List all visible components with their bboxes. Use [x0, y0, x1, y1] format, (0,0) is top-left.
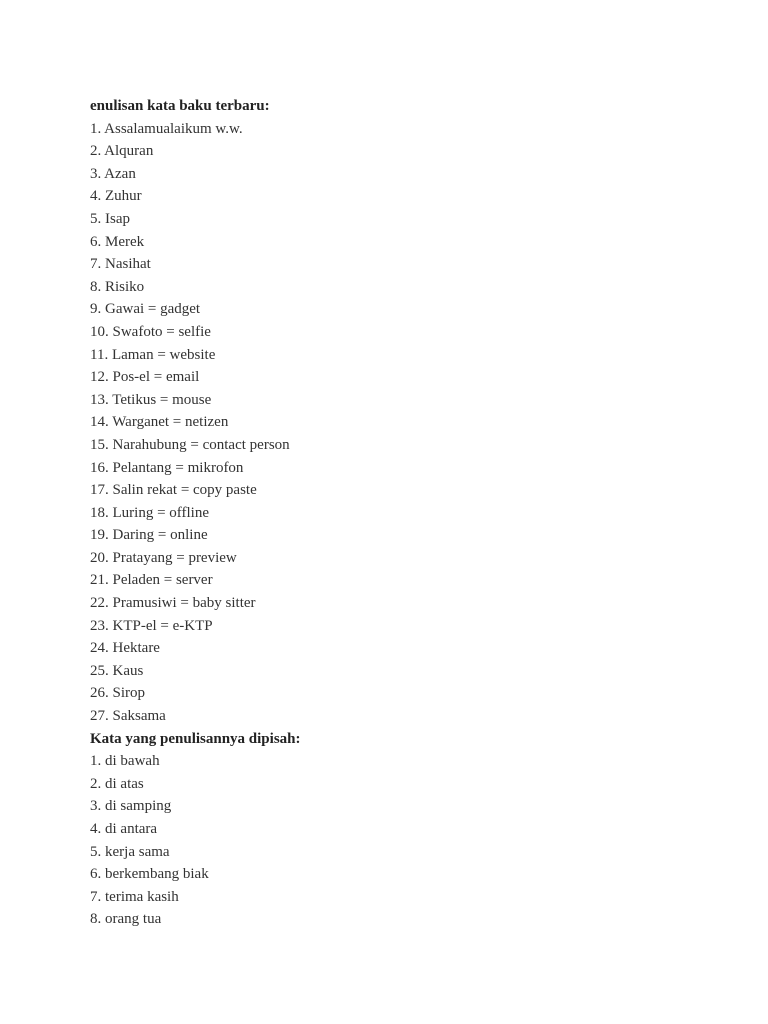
list-item: 5. Isap: [90, 210, 130, 227]
word-list: [90, 118, 730, 728]
list-item: 19. Daring = online: [90, 527, 208, 544]
list-item: 1. Assalamualaikum w.w.: [90, 120, 243, 137]
list-item: 10. Swafoto = selfie: [90, 323, 211, 340]
list-item: 2. di atas: [90, 775, 144, 792]
list-item: 14. Warganet = netizen: [90, 414, 229, 431]
list-item: 6. Merek: [90, 233, 145, 250]
list-item: 20. Pratayang = preview: [90, 549, 237, 566]
list-item: 25. Kaus: [90, 662, 144, 679]
list-item: 18. Luring = offline: [90, 504, 209, 521]
section-kata-dipisah: [90, 728, 730, 931]
list-item: 16. Pelantang = mikrofon: [90, 459, 244, 476]
list-item: 2. Alquran: [90, 143, 154, 160]
list-item: 8. Risiko: [90, 278, 145, 295]
list-item: 8. orang tua: [90, 911, 162, 928]
section-heading: Kata yang penulisannya dipisah:: [90, 730, 301, 747]
list-item: 24. Hektare: [90, 640, 160, 657]
list-item: 5. kerja sama: [90, 843, 170, 860]
list-item: 27. Saksama: [90, 708, 166, 725]
list-item: 17. Salin rekat = copy paste: [90, 482, 257, 499]
list-item: 11. Laman = website: [90, 346, 216, 363]
list-item: 4. di antara: [90, 821, 158, 837]
section-kata-baku: [90, 95, 730, 728]
list-item: 26. Sirop: [90, 685, 146, 702]
list-item: 21. Peladen = server: [90, 572, 213, 589]
list-item: 23. KTP-el = e-KTP: [90, 617, 213, 634]
word-list: [90, 750, 730, 931]
list-item: 3. Azan: [90, 165, 136, 182]
list-item: 1. di bawah: [90, 753, 160, 770]
list-item: 4. Zuhur: [90, 188, 142, 205]
list-item: 9. Gawai = gadget: [90, 301, 201, 318]
section-heading: enulisan kata baku terbaru:: [90, 98, 270, 114]
list-item: 7. Nasihat: [90, 256, 151, 273]
document-body: [90, 95, 730, 931]
list-item: 15. Narahubung = contact person: [90, 436, 290, 453]
list-item: 7. terima kasih: [90, 888, 179, 905]
list-item: 12. Pos-el = email: [90, 369, 200, 386]
list-item: 6. berkembang biak: [90, 866, 209, 883]
list-item: 13. Tetikus = mouse: [90, 391, 212, 408]
list-item: 22. Pramusiwi = baby sitter: [90, 595, 256, 612]
list-item: 3. di samping: [90, 798, 172, 815]
